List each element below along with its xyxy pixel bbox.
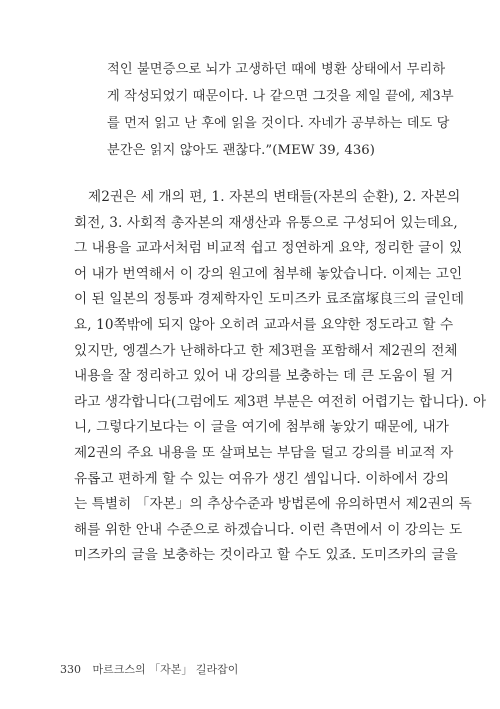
block-quote: [107, 56, 454, 164]
body-line: 있지만, 엥겔스가 난해하다고 한 제3편을 포함해서 제2권의 전체: [74, 342, 458, 359]
body-line: 회전, 3. 사회적 총자본의 재생산과 유통으로 구성되어 있는데요,: [74, 214, 458, 231]
body-line: 제2권은 세 개의 편, 1. 자본의 변태들(자본의 순환), 2. 자본의: [88, 189, 461, 205]
body-line: 그 내용을 교과서처럼 비교적 쉽고 정연하게 요약, 정리한 글이 있: [74, 240, 463, 257]
body-line: 니, 그렇다기보다는 이 글을 여기에 첨부해 놓았기 때문에, 내가: [74, 419, 449, 436]
body-line: 미즈카의 글을 보충하는 것이라고 할 수도 있죠. 도미즈카의 글을: [74, 547, 458, 564]
body-line: 요, 10쪽밖에 되지 않아 오히려 교과서를 요약한 정도라고 할 수: [74, 316, 454, 333]
body-line: 어 내가 번역해서 이 강의 원고에 첨부해 놓았습니다. 이제는 고인: [74, 265, 463, 282]
quote-line: 분간은 읽지 않아도 괜찮다.”(MEW 39, 436): [107, 143, 376, 158]
body-line: 는 특별히 「자본」의 추상수준과 방법론에 유의하면서 제2권의 독: [74, 496, 472, 513]
body-line: 해를 위한 안내 수준으로 하겠습니다. 이런 측면에서 이 강의는 도: [74, 521, 463, 538]
body-line: 제2권의 주요 내용을 또 살펴보는 부담을 덜고 강의를 비교적 자: [74, 444, 454, 461]
body-line: 유롭고 편하게 할 수 있는 여유가 생긴 셈입니다. 이하에서 강의: [74, 470, 449, 487]
body-line: 내용을 잘 정리하고 있어 내 강의를 보충하는 데 큰 도움이 될 거: [74, 368, 454, 385]
body-paragraph: [74, 185, 487, 569]
quote-line: 게 작성되었기 때문이다. 나 같으면 그것을 제일 끝에, 제3부: [107, 89, 454, 104]
body-line: 이 된 일본의 정통파 경제학자인 도미즈카 료조富塚良三의 글인데: [74, 291, 465, 308]
running-title: 마르크스의 「자본」 길라잡이: [92, 663, 239, 676]
page-footer: [60, 661, 238, 677]
quote-line: 를 먼저 읽고 난 후에 읽을 것이다. 자네가 공부하는 데도 당: [107, 116, 450, 131]
page-number: 330: [60, 663, 81, 676]
quote-line: 적인 불면증으로 뇌가 고생하던 때에 병환 상태에서 무리하: [107, 62, 446, 77]
body-line: 라고 생각합니다(그럼에도 제3편 부분은 여전히 어렵기는 합니다). 아: [74, 393, 487, 410]
